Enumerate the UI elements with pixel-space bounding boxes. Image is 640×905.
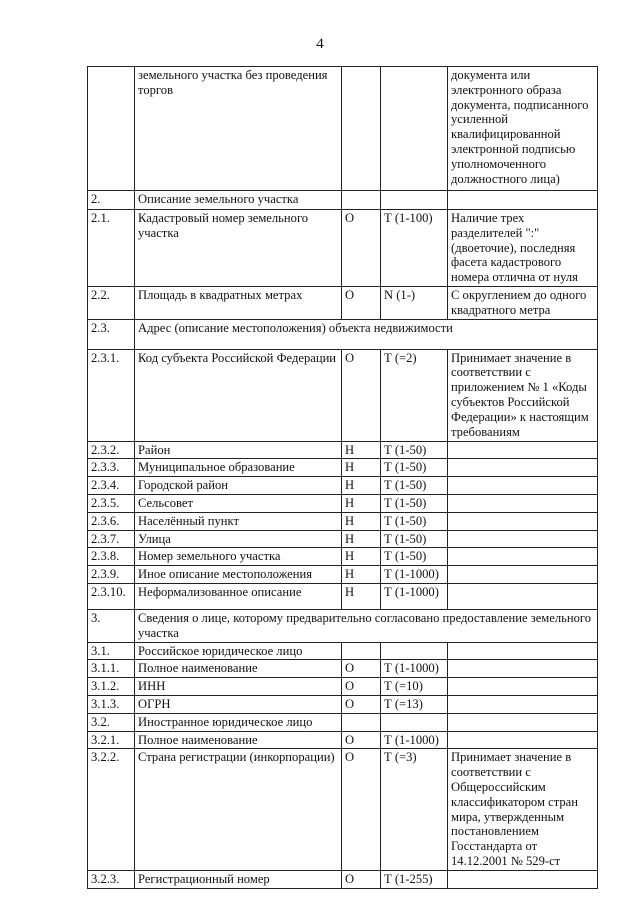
row-format-cell	[381, 642, 448, 660]
row-name-cell: Сельсовет	[135, 494, 342, 512]
row-requirement-cell: О	[342, 695, 381, 713]
row-name-cell: Сведения о лице, которому предварительно согласовано предоставление земельного участка	[135, 609, 598, 642]
row-number-cell: 2.3.	[88, 319, 135, 349]
row-number-cell: 3.2.1.	[88, 731, 135, 749]
row-format-cell: Т (1-1000)	[381, 660, 448, 678]
row-requirement-cell: О	[342, 731, 381, 749]
row-format-cell: Т (1-50)	[381, 548, 448, 566]
row-number-cell: 2.3.7.	[88, 530, 135, 548]
table-row	[88, 749, 598, 870]
row-name-cell: Иное описание местоположения	[135, 566, 342, 584]
row-requirement-cell	[342, 642, 381, 660]
table-row	[88, 319, 598, 349]
table-row	[88, 642, 598, 660]
table-row	[88, 530, 598, 548]
row-requirement-cell: Н	[342, 566, 381, 584]
row-requirement-cell: Н	[342, 530, 381, 548]
row-name-cell: Страна регистрации (инкорпорации)	[135, 749, 342, 870]
row-note-cell: Наличие трех разделителей ":" (двоеточие), последняя фасета кадастрового номера отлична от нуля	[448, 210, 598, 287]
row-requirement-cell: О	[342, 678, 381, 696]
row-format-cell: N (1-)	[381, 287, 448, 320]
row-number-cell: 3.1.2.	[88, 678, 135, 696]
row-format-cell: Т (=3)	[381, 749, 448, 870]
row-number-cell: 3.2.	[88, 713, 135, 731]
row-requirement-cell: Н	[342, 548, 381, 566]
table-row	[88, 210, 598, 287]
row-number-cell	[88, 67, 135, 191]
row-note-cell	[448, 459, 598, 477]
row-format-cell: Т (1-1000)	[381, 583, 448, 609]
row-note-cell	[448, 512, 598, 530]
row-name-cell: Описание земельного участка	[135, 191, 342, 210]
row-note-cell	[448, 441, 598, 459]
row-name-cell: ОГРН	[135, 695, 342, 713]
table-row	[88, 713, 598, 731]
row-requirement-cell: Н	[342, 477, 381, 495]
row-requirement-cell: О	[342, 210, 381, 287]
row-note-cell: документа или электронного образа документа, подписанного усиленной квалифицированной электронной подписью уполномоченного должностного лица)	[448, 67, 598, 191]
row-format-cell: Т (1-50)	[381, 494, 448, 512]
row-number-cell: 3.1.	[88, 642, 135, 660]
row-format-cell: Т (1-50)	[381, 512, 448, 530]
requirements-table	[87, 66, 598, 889]
requirements-table-body	[88, 67, 598, 889]
row-number-cell: 2.3.5.	[88, 494, 135, 512]
row-format-cell: Т (1-100)	[381, 210, 448, 287]
row-format-cell	[381, 67, 448, 191]
row-name-cell: Номер земельного участка	[135, 548, 342, 566]
row-number-cell: 2.3.6.	[88, 512, 135, 530]
row-name-cell: Населённый пункт	[135, 512, 342, 530]
row-name-cell: Регистрационный номер	[135, 870, 342, 888]
row-number-cell: 2.3.4.	[88, 477, 135, 495]
row-note-cell	[448, 713, 598, 731]
row-name-cell: Улица	[135, 530, 342, 548]
row-note-cell	[448, 870, 598, 888]
row-note-cell: С округлением до одного квадратного метра	[448, 287, 598, 320]
table-row	[88, 609, 598, 642]
row-requirement-cell	[342, 67, 381, 191]
row-number-cell: 2.1.	[88, 210, 135, 287]
row-note-cell: Принимает значение в соответствии с Общероссийским классификатором стран мира, утвержденным постановлением Госстандарта от 14.12.2001 № 529-ст	[448, 749, 598, 870]
row-note-cell	[448, 191, 598, 210]
table-row	[88, 287, 598, 320]
row-name-cell: Иностранное юридическое лицо	[135, 713, 342, 731]
table-row	[88, 678, 598, 696]
row-name-cell: Площадь в квадратных метрах	[135, 287, 342, 320]
row-number-cell: 2.3.2.	[88, 441, 135, 459]
row-name-cell: Полное наименование	[135, 731, 342, 749]
row-note-cell	[448, 477, 598, 495]
row-format-cell: Т (1-50)	[381, 477, 448, 495]
row-number-cell: 2.3.1.	[88, 349, 135, 441]
row-name-cell: земельного участка без проведения торгов	[135, 67, 342, 191]
row-note-cell	[448, 731, 598, 749]
table-row	[88, 695, 598, 713]
row-requirement-cell: О	[342, 287, 381, 320]
table-row	[88, 731, 598, 749]
row-name-cell: Российское юридическое лицо	[135, 642, 342, 660]
row-format-cell	[381, 713, 448, 731]
row-note-cell	[448, 530, 598, 548]
row-name-cell: Кадастровый номер земельного участка	[135, 210, 342, 287]
table-row	[88, 67, 598, 191]
row-format-cell: Т (=10)	[381, 678, 448, 696]
row-number-cell: 2.	[88, 191, 135, 210]
row-note-cell	[448, 678, 598, 696]
row-name-cell: Неформализованное описание	[135, 583, 342, 609]
row-requirement-cell: О	[342, 660, 381, 678]
row-format-cell: Т (1-50)	[381, 530, 448, 548]
row-number-cell: 3.2.2.	[88, 749, 135, 870]
row-format-cell: Т (=2)	[381, 349, 448, 441]
row-requirement-cell: Н	[342, 512, 381, 530]
table-row	[88, 477, 598, 495]
table-row	[88, 566, 598, 584]
row-number-cell: 2.3.9.	[88, 566, 135, 584]
table-row	[88, 191, 598, 210]
row-note-cell	[448, 660, 598, 678]
row-note-cell	[448, 642, 598, 660]
row-name-cell: Код субъекта Российской Федерации	[135, 349, 342, 441]
row-requirement-cell: Н	[342, 459, 381, 477]
row-requirement-cell: О	[342, 349, 381, 441]
row-number-cell: 2.3.8.	[88, 548, 135, 566]
row-name-cell: Муниципальное образование	[135, 459, 342, 477]
row-number-cell: 3.1.1.	[88, 660, 135, 678]
row-requirement-cell: О	[342, 749, 381, 870]
row-format-cell: Т (1-255)	[381, 870, 448, 888]
row-name-cell: ИНН	[135, 678, 342, 696]
table-row	[88, 548, 598, 566]
table-row	[88, 583, 598, 609]
row-note-cell	[448, 566, 598, 584]
table-row	[88, 459, 598, 477]
row-name-cell: Полное наименование	[135, 660, 342, 678]
table-row	[88, 512, 598, 530]
row-number-cell: 3.1.3.	[88, 695, 135, 713]
row-format-cell: Т (=13)	[381, 695, 448, 713]
row-number-cell: 2.3.3.	[88, 459, 135, 477]
table-row	[88, 441, 598, 459]
row-format-cell: Т (1-1000)	[381, 731, 448, 749]
row-requirement-cell: Н	[342, 494, 381, 512]
row-note-cell: Принимает значение в соответствии с приложением № 1 «Коды субъектов Российской Федерации» к настоящим требованиям	[448, 349, 598, 441]
row-note-cell	[448, 695, 598, 713]
row-number-cell: 3.	[88, 609, 135, 642]
row-name-cell: Городской район	[135, 477, 342, 495]
row-note-cell	[448, 494, 598, 512]
table-row	[88, 870, 598, 888]
row-note-cell	[448, 583, 598, 609]
row-format-cell: Т (1-50)	[381, 459, 448, 477]
row-number-cell: 3.2.3.	[88, 870, 135, 888]
table-row	[88, 660, 598, 678]
row-number-cell: 2.2.	[88, 287, 135, 320]
row-note-cell	[448, 548, 598, 566]
table-row	[88, 494, 598, 512]
page-number: 4	[316, 36, 324, 52]
table-row	[88, 349, 598, 441]
row-requirement-cell: О	[342, 870, 381, 888]
row-number-cell: 2.3.10.	[88, 583, 135, 609]
row-requirement-cell	[342, 713, 381, 731]
row-format-cell: Т (1-50)	[381, 441, 448, 459]
row-requirement-cell	[342, 191, 381, 210]
row-format-cell	[381, 191, 448, 210]
row-requirement-cell: Н	[342, 583, 381, 609]
row-name-cell: Район	[135, 441, 342, 459]
row-format-cell: Т (1-1000)	[381, 566, 448, 584]
row-name-cell: Адрес (описание местоположения) объекта недвижимости	[135, 319, 598, 349]
row-requirement-cell: Н	[342, 441, 381, 459]
